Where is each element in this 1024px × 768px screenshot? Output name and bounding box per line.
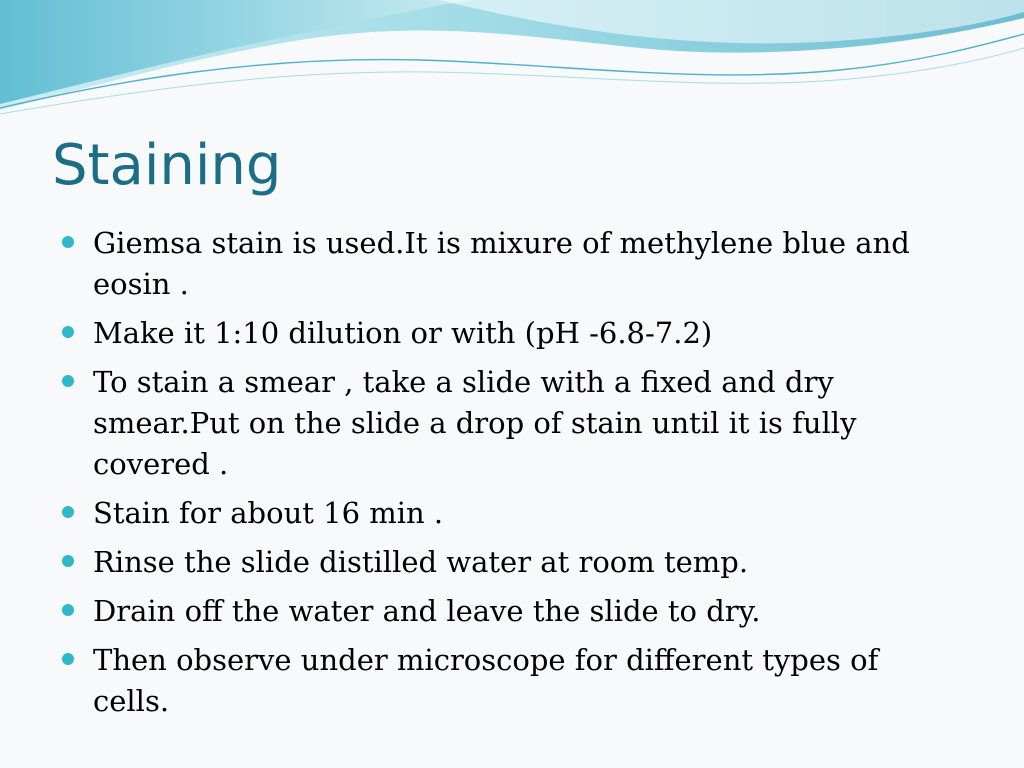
bullet-item-giemsa xyxy=(60,223,960,305)
bullet-dot-icon xyxy=(62,653,74,665)
bullet-dot-icon xyxy=(62,236,74,248)
bullet-list xyxy=(60,223,960,730)
header-wave-decoration xyxy=(0,0,1024,130)
bullet-dot-icon xyxy=(62,326,74,338)
bullet-dot-icon xyxy=(62,555,74,567)
bullet-text: Make it 1:10 dilution or with (pH -6.8-7.2) xyxy=(93,316,713,350)
bullet-item-stain-smear xyxy=(60,362,960,485)
bullet-dot-icon xyxy=(62,604,74,616)
bullet-item-observe xyxy=(60,640,960,722)
bullet-text: Rinse the slide distilled water at room temp. xyxy=(93,545,749,579)
bullet-dot-icon xyxy=(62,375,74,387)
slide-title: Staining xyxy=(52,133,282,198)
bullet-dot-icon xyxy=(62,506,74,518)
bullet-text: To stain a smear , take a slide with a fixed and dry smear.Put on the slide a drop of stain until it is fully covered . xyxy=(93,365,857,481)
bullet-text: Stain for about 16 min . xyxy=(93,496,444,530)
bullet-item-drain xyxy=(60,591,960,632)
bullet-text: Giemsa stain is used.It is mixure of methylene blue and eosin . xyxy=(93,226,910,301)
bullet-item-rinse xyxy=(60,542,960,583)
bullet-text: Drain off the water and leave the slide to dry. xyxy=(93,594,761,628)
bullet-text: Then observe under microscope for different types of cells. xyxy=(93,643,879,718)
bullet-item-stain-time xyxy=(60,493,960,534)
bullet-item-dilution xyxy=(60,313,960,354)
